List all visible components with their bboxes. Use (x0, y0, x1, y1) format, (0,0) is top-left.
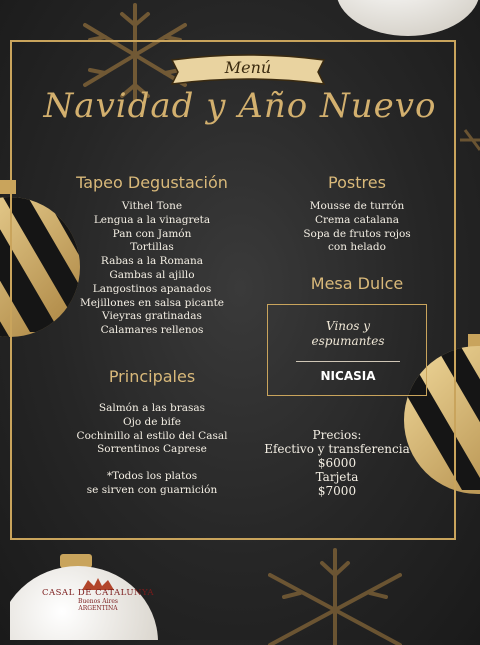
prices (262, 428, 412, 498)
list-item: Pan con Jamón (112, 227, 192, 240)
list-item: Cochinillo al estilo del Casal (76, 429, 228, 442)
list-item: Gambas al ajillo (109, 268, 195, 281)
price-value-1: $6000 (317, 456, 357, 470)
snowflake-right-icon (455, 120, 480, 160)
list-item: Calamares rellenos (100, 324, 204, 337)
list-item: Mousse de turrón (309, 200, 405, 212)
principales-list (60, 402, 244, 457)
postres-title: Postres (328, 173, 386, 192)
list-item: Sopa de frutos rojos (303, 227, 411, 240)
principales-note (60, 470, 244, 498)
divider (296, 361, 400, 362)
ribbon-label: Menú (224, 58, 272, 77)
price-value-2: $7000 (317, 484, 357, 498)
list-item: Tortillas (130, 241, 174, 254)
drinks-box (267, 304, 427, 396)
list-item: Crema catalana (314, 213, 400, 226)
principales-title: Principales (108, 367, 196, 386)
ornament-top-right-icon (336, 0, 480, 40)
list-item: Vieyras gratinadas (102, 310, 202, 323)
note-line: se sirven con guarnición (86, 483, 218, 496)
prices-heading: Precios: (312, 428, 362, 442)
list-item: Vithel Tone (121, 200, 183, 212)
snowflake-bottom-icon (250, 545, 420, 645)
price-method-1: Efectivo y transferencia (264, 442, 410, 456)
list-item: Langostinos apanados (92, 282, 212, 295)
list-item: Sorrentinos Caprese (97, 443, 207, 456)
logo-country: ARGENTINA (78, 605, 118, 612)
drinks-line-2: espumantes (311, 334, 385, 348)
tapeo-list (70, 200, 234, 338)
list-item: con helado (328, 241, 386, 254)
logo-city: Buenos Aires (77, 598, 119, 605)
logo (38, 588, 158, 612)
logo-name: CASAL DE CATALUNYA (41, 588, 155, 598)
list-item: Salmón a las brasas (98, 402, 206, 414)
drinks-brand: NICASIA (320, 369, 376, 383)
postres-list (290, 200, 424, 255)
drinks-script (268, 319, 428, 349)
tapeo-title: Tapeo Degustación (76, 173, 228, 192)
price-method-2: Tarjeta (315, 470, 359, 484)
list-item: Mejillones en salsa picante (79, 296, 225, 309)
list-item: Lengua a la vinagreta (93, 213, 211, 226)
mesa-dulce-title: Mesa Dulce (310, 274, 404, 293)
page-title: Navidad y Año Nuevo (43, 86, 437, 126)
list-item: Rabas a la Romana (100, 255, 204, 268)
drinks-line-1: Vinos y (326, 319, 370, 333)
list-item: Ojo de bife (123, 415, 181, 428)
note-line: *Todos los platos (106, 470, 198, 482)
